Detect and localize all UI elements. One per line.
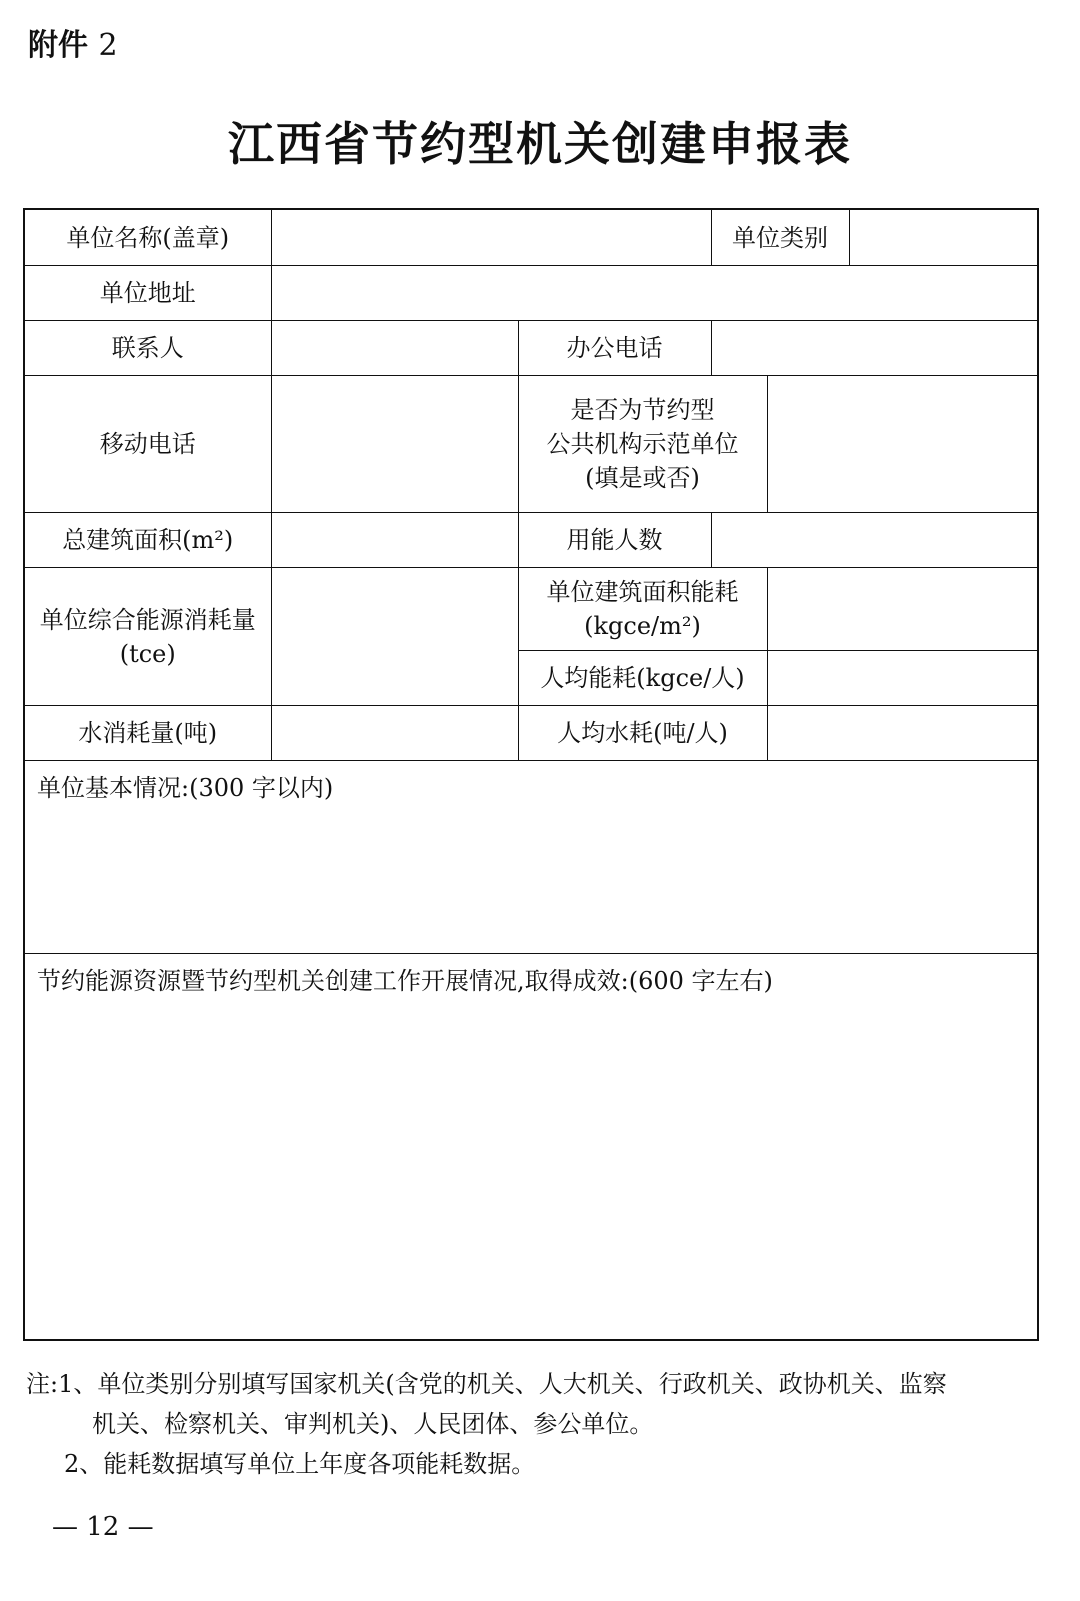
demo-unit-label-line3: (填是或否) — [585, 464, 700, 492]
energy-consumption-field[interactable] — [271, 568, 518, 706]
basic-info-section[interactable] — [24, 761, 1038, 954]
energy-users-field[interactable] — [711, 513, 1038, 568]
work-summary-section[interactable] — [24, 954, 1038, 1340]
unit-category-label: 单位类别 — [712, 210, 850, 265]
attachment-label — [28, 20, 118, 64]
demo-unit-label-line2: 公共机构示范单位 — [546, 430, 739, 458]
attachment-number: 2 — [98, 28, 118, 63]
per-capita-energy-field[interactable] — [767, 651, 1038, 706]
unit-name-label: 单位名称(盖章) — [24, 209, 271, 266]
per-capita-water-field[interactable] — [767, 706, 1038, 761]
energy-consumption-label — [24, 568, 271, 706]
area-energy-label — [518, 568, 767, 651]
page-number: — 12 — — [52, 1512, 154, 1542]
note-line-2: 机关、检察机关、审判机关)、人民团体、参公单位。 — [92, 1410, 654, 1438]
mobile-field[interactable] — [271, 376, 518, 513]
unit-address-field[interactable] — [271, 266, 1038, 321]
energy-users-label: 用能人数 — [518, 513, 711, 568]
floor-area-field[interactable] — [271, 513, 518, 568]
unit-name-field[interactable] — [271, 209, 711, 266]
basic-info-label: 单位基本情况:(300 字以内) — [37, 774, 334, 802]
water-label: 水消耗量(吨) — [24, 706, 271, 761]
floor-area-label: 总建筑面积(m²) — [24, 513, 271, 568]
attachment-label-text: 附件 — [28, 28, 88, 63]
application-form-table — [23, 208, 1039, 1341]
energy-consumption-label-line2: (tce) — [119, 639, 176, 668]
office-phone-label: 办公电话 — [518, 321, 711, 376]
demo-unit-field[interactable] — [767, 376, 1038, 513]
unit-category-field[interactable] — [850, 210, 1038, 265]
demo-unit-label — [518, 376, 767, 513]
per-capita-water-label: 人均水耗(吨/人) — [518, 706, 767, 761]
notes — [26, 1364, 1056, 1484]
demo-unit-label-line1: 是否为节约型 — [570, 396, 715, 424]
contact-field[interactable] — [271, 321, 518, 376]
unit-address-label: 单位地址 — [24, 266, 271, 321]
area-energy-label-line2: (kgce/m²) — [584, 612, 701, 640]
form-title: 江西省节约型机关创建申报表 — [228, 117, 852, 171]
office-phone-field[interactable] — [711, 321, 1038, 376]
per-capita-energy-label: 人均能耗(kgce/人) — [518, 651, 767, 706]
area-energy-field[interactable] — [767, 568, 1038, 651]
contact-label: 联系人 — [24, 321, 271, 376]
water-field[interactable] — [271, 706, 518, 761]
energy-consumption-label-line1: 单位综合能源消耗量 — [39, 605, 256, 634]
mobile-label: 移动电话 — [24, 376, 271, 513]
work-summary-label: 节约能源资源暨节约型机关创建工作开展情况,取得成效:(600 字左右) — [37, 967, 773, 995]
note-line-3: 2、能耗数据填写单位上年度各项能耗数据。 — [64, 1450, 536, 1478]
note-line-1: 注:1、单位类别分别填写国家机关(含党的机关、人大机关、行政机关、政协机关、监察 — [26, 1370, 947, 1398]
area-energy-label-line1: 单位建筑面积能耗 — [546, 578, 739, 606]
